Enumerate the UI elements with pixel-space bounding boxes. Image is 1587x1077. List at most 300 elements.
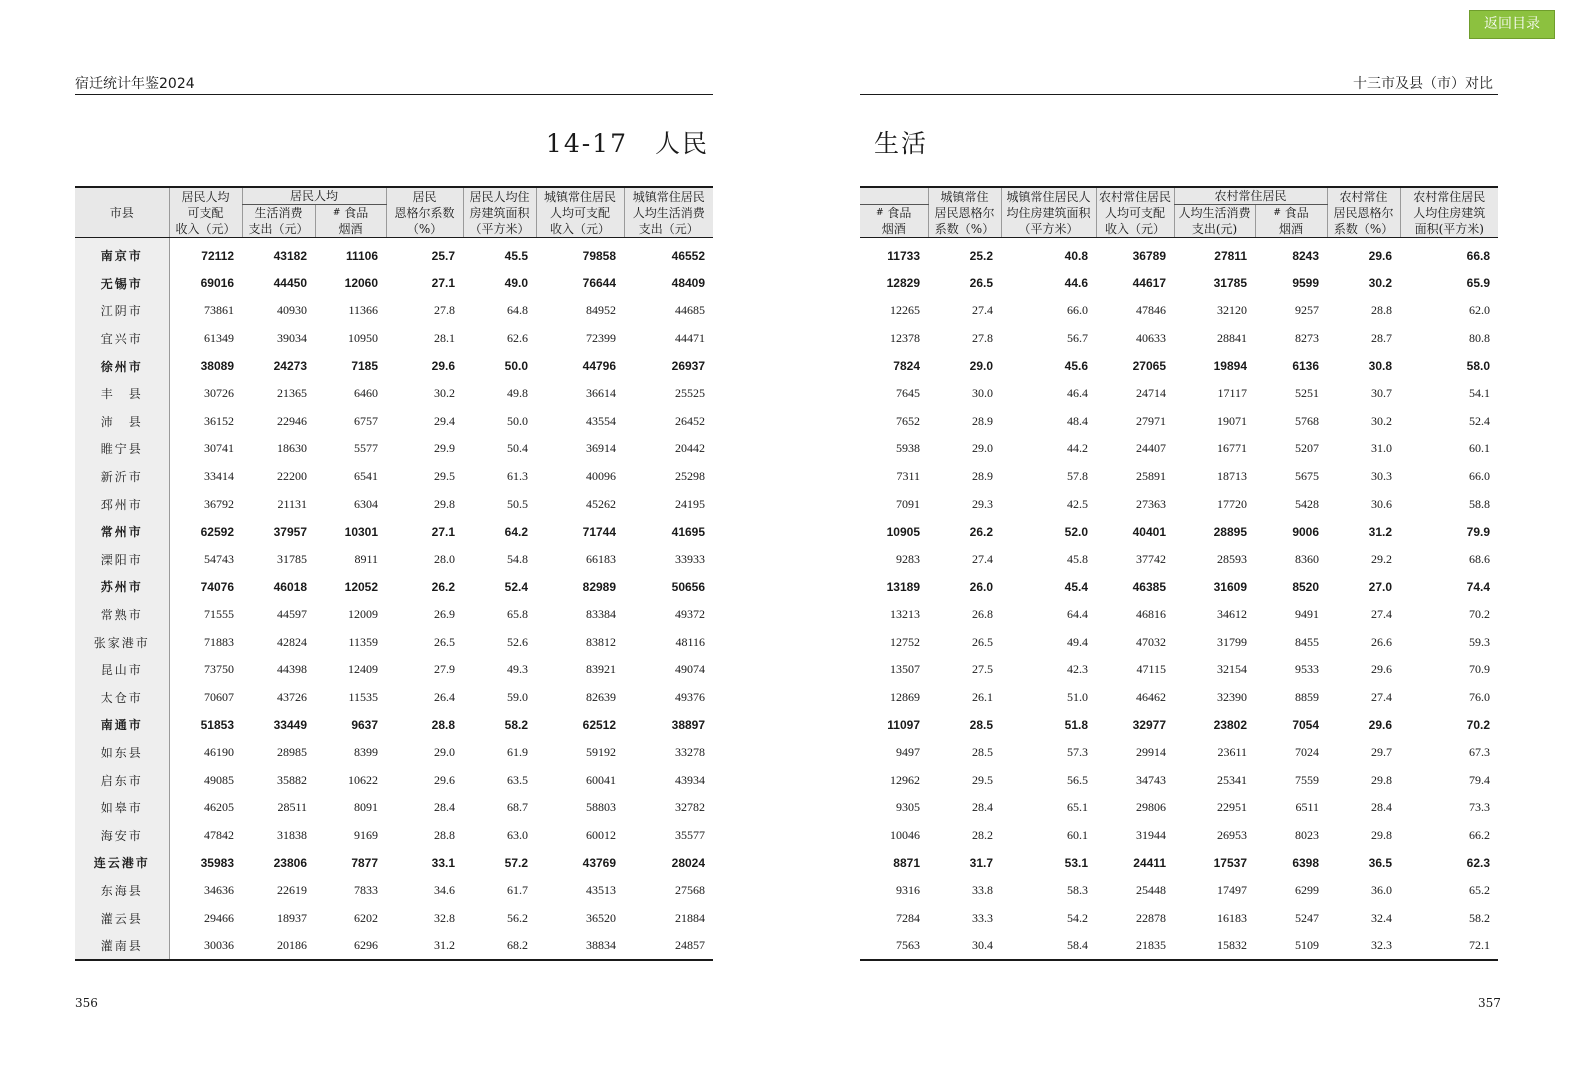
section-header: 十三市及县（市）对比 bbox=[1353, 76, 1493, 92]
data-cell: 5938 bbox=[896, 441, 920, 456]
data-cell: 11733 bbox=[887, 248, 920, 263]
data-cell: 36.0 bbox=[1371, 882, 1393, 897]
data-cell: 7185 bbox=[351, 359, 379, 374]
data-cell: 12962 bbox=[890, 772, 920, 787]
data-cell: 28024 bbox=[671, 855, 706, 870]
data-cell: 22946 bbox=[277, 413, 307, 428]
data-cell: 7091 bbox=[896, 496, 920, 511]
data-cell: 28.8 bbox=[1371, 303, 1393, 318]
data-cell: 79.4 bbox=[1469, 772, 1491, 787]
data-cell: 54.2 bbox=[1067, 910, 1088, 925]
table-row bbox=[75, 684, 713, 712]
data-cell: 47032 bbox=[1136, 634, 1166, 649]
data-cell: 12752 bbox=[890, 634, 920, 649]
data-cell: 29.6 bbox=[1368, 717, 1393, 732]
data-cell: 49372 bbox=[675, 607, 706, 622]
data-cell: 12265 bbox=[890, 303, 920, 318]
table-row bbox=[75, 380, 713, 408]
data-cell: 9599 bbox=[1292, 276, 1320, 291]
data-cell: 61.7 bbox=[507, 882, 529, 897]
data-cell: 54.8 bbox=[507, 551, 529, 566]
data-cell: 10301 bbox=[344, 524, 379, 539]
data-cell: 29466 bbox=[204, 910, 234, 925]
data-cell: 34636 bbox=[204, 882, 234, 897]
data-cell: 23611 bbox=[1217, 744, 1247, 759]
table-row bbox=[75, 821, 713, 849]
data-cell: 9169 bbox=[354, 827, 379, 842]
data-cell: 68.7 bbox=[507, 800, 529, 815]
data-cell: 8399 bbox=[354, 744, 379, 759]
data-cell: 10950 bbox=[348, 331, 379, 346]
data-cell: 65.9 bbox=[1466, 276, 1491, 291]
table-row bbox=[75, 546, 713, 574]
data-cell: 8911 bbox=[354, 551, 379, 566]
data-cell: 7054 bbox=[1292, 717, 1320, 732]
data-cell: 27.4 bbox=[972, 303, 993, 318]
data-cell: 22951 bbox=[1217, 800, 1247, 815]
data-cell: 31838 bbox=[277, 827, 307, 842]
data-cell: 28511 bbox=[277, 800, 307, 815]
data-cell: 8360 bbox=[1295, 551, 1320, 566]
data-cell: 61.3 bbox=[507, 469, 529, 484]
data-cell: 64.2 bbox=[504, 524, 529, 539]
data-cell: 27971 bbox=[1136, 413, 1166, 428]
data-cell: 28895 bbox=[1213, 524, 1247, 539]
data-cell: 63.0 bbox=[507, 827, 529, 842]
table-row bbox=[860, 794, 1498, 822]
data-cell: 10046 bbox=[890, 827, 920, 842]
data-cell: 29.0 bbox=[434, 744, 456, 759]
data-cell: 58.2 bbox=[504, 717, 529, 732]
data-cell: 80.8 bbox=[1469, 331, 1491, 346]
data-cell: 9006 bbox=[1292, 524, 1320, 539]
data-cell: 31785 bbox=[277, 551, 307, 566]
data-cell: 44685 bbox=[675, 303, 706, 318]
table-row bbox=[75, 297, 713, 325]
data-cell: 66.2 bbox=[1469, 827, 1491, 842]
data-cell: 24411 bbox=[1133, 855, 1166, 870]
table-row bbox=[860, 463, 1498, 491]
data-cell: 6757 bbox=[354, 413, 379, 428]
city-name-cell: 睢宁县 bbox=[75, 435, 169, 463]
data-cell: 42.3 bbox=[1067, 662, 1088, 677]
city-name-cell: 常州市 bbox=[75, 518, 169, 546]
table-row bbox=[860, 656, 1498, 684]
data-cell: 82989 bbox=[582, 579, 617, 594]
data-cell: 46816 bbox=[1136, 607, 1166, 622]
data-cell: 5251 bbox=[1295, 386, 1320, 401]
city-name-cell: 新沂市 bbox=[75, 463, 169, 491]
data-cell: 26.0 bbox=[969, 579, 993, 594]
city-name-cell: 如东县 bbox=[75, 739, 169, 767]
data-cell: 28.5 bbox=[969, 717, 993, 732]
col-header-rural-engel: 农村常住 居民恩格尔 系数（%） bbox=[1327, 187, 1400, 238]
col-header-rural-food-tobacco: # 食品 烟酒 bbox=[1255, 205, 1327, 238]
header-rule-left bbox=[75, 94, 713, 95]
left-data-table bbox=[75, 186, 713, 961]
data-cell: 52.4 bbox=[1469, 413, 1491, 428]
data-cell: 27.4 bbox=[972, 551, 993, 566]
data-cell: 49074 bbox=[675, 662, 706, 677]
table-title-left: 14-17 人民 bbox=[545, 129, 709, 158]
city-name-cell: 沛 县 bbox=[75, 408, 169, 436]
data-cell: 7833 bbox=[354, 882, 379, 897]
data-cell: 24714 bbox=[1136, 386, 1166, 401]
yearbook-header: 宿迁统计年鉴2024 bbox=[75, 76, 195, 92]
data-cell: 29.3 bbox=[972, 496, 993, 511]
data-cell: 9637 bbox=[351, 717, 379, 732]
data-cell: 52.4 bbox=[504, 579, 529, 594]
data-cell: 46462 bbox=[1136, 689, 1166, 704]
col-header-food-tobacco: # 食品 烟酒 bbox=[315, 205, 386, 238]
data-cell: 6296 bbox=[354, 938, 379, 953]
data-cell: 30741 bbox=[204, 441, 234, 456]
data-cell: 54.1 bbox=[1469, 386, 1491, 401]
table-row bbox=[860, 490, 1498, 518]
data-cell: 43182 bbox=[273, 248, 307, 263]
data-cell: 29.0 bbox=[972, 441, 993, 456]
data-cell: 9316 bbox=[896, 882, 920, 897]
data-cell: 18937 bbox=[277, 910, 307, 925]
data-cell: 16183 bbox=[1217, 910, 1247, 925]
data-cell: 67.3 bbox=[1469, 744, 1491, 759]
data-cell: 36792 bbox=[204, 496, 234, 511]
data-cell: 24407 bbox=[1136, 441, 1166, 456]
data-cell: 6398 bbox=[1292, 855, 1320, 870]
data-cell: 62.3 bbox=[1466, 855, 1491, 870]
data-cell: 20186 bbox=[277, 938, 307, 953]
data-cell: 60.1 bbox=[1067, 827, 1088, 842]
data-cell: 36789 bbox=[1132, 248, 1166, 263]
data-cell: 43934 bbox=[675, 772, 706, 787]
data-cell: 8091 bbox=[354, 800, 379, 815]
data-cell: 43554 bbox=[586, 413, 617, 428]
city-name-cell: 昆山市 bbox=[75, 656, 169, 684]
data-cell: 70.2 bbox=[1469, 607, 1491, 622]
table-row bbox=[860, 739, 1498, 767]
table-row bbox=[75, 408, 713, 436]
data-cell: 8243 bbox=[1292, 248, 1320, 263]
col-header-disposable-income: 居民人均 可支配 收入（元） bbox=[169, 187, 242, 238]
table-row bbox=[860, 877, 1498, 905]
data-cell: 73861 bbox=[204, 303, 234, 318]
data-cell: 38897 bbox=[671, 717, 706, 732]
data-cell: 45262 bbox=[586, 496, 617, 511]
data-cell: 9533 bbox=[1295, 662, 1320, 677]
data-cell: 61.9 bbox=[507, 744, 529, 759]
data-cell: 27.4 bbox=[1371, 607, 1393, 622]
data-cell: 26.5 bbox=[972, 634, 993, 649]
data-cell: 33.1 bbox=[431, 855, 456, 870]
data-cell: 66.0 bbox=[1067, 303, 1088, 318]
data-cell: 9497 bbox=[896, 744, 920, 759]
data-cell: 41695 bbox=[671, 524, 706, 539]
data-cell: 66.0 bbox=[1469, 469, 1491, 484]
data-cell: 30.2 bbox=[1368, 276, 1393, 291]
data-cell: 62592 bbox=[200, 524, 234, 539]
table-row bbox=[75, 766, 713, 794]
data-cell: 26.9 bbox=[434, 607, 456, 622]
data-cell: 59.0 bbox=[507, 689, 529, 704]
data-cell: 25.7 bbox=[431, 248, 456, 263]
data-cell: 33.3 bbox=[972, 910, 993, 925]
data-cell: 22619 bbox=[277, 882, 307, 897]
data-cell: 12009 bbox=[348, 607, 379, 622]
table-row bbox=[75, 628, 713, 656]
data-cell: 7877 bbox=[351, 855, 379, 870]
data-cell: 48409 bbox=[671, 276, 706, 291]
data-cell: 26.4 bbox=[434, 689, 456, 704]
data-cell: 26.5 bbox=[434, 634, 456, 649]
data-cell: 52.0 bbox=[1064, 524, 1088, 539]
table-row bbox=[75, 877, 713, 905]
data-cell: 42824 bbox=[277, 634, 307, 649]
data-cell: 50.0 bbox=[504, 359, 529, 374]
data-cell: 7824 bbox=[893, 359, 920, 374]
data-cell: 51853 bbox=[200, 717, 234, 732]
data-cell: 74076 bbox=[200, 579, 234, 594]
data-cell: 9257 bbox=[1295, 303, 1320, 318]
data-cell: 25448 bbox=[1136, 882, 1166, 897]
data-cell: 29.5 bbox=[972, 772, 993, 787]
table-row bbox=[860, 238, 1498, 270]
data-cell: 24273 bbox=[273, 359, 307, 374]
data-cell: 18713 bbox=[1217, 469, 1247, 484]
data-cell: 29.2 bbox=[1371, 551, 1393, 566]
data-cell: 34612 bbox=[1217, 607, 1247, 622]
data-cell: 64.4 bbox=[1067, 607, 1088, 622]
data-cell: 28.4 bbox=[434, 800, 456, 815]
data-cell: 60041 bbox=[586, 772, 617, 787]
city-name-cell: 启东市 bbox=[75, 766, 169, 794]
data-cell: 30.4 bbox=[972, 938, 993, 953]
data-cell: 11359 bbox=[348, 634, 379, 649]
city-name-cell: 灌云县 bbox=[75, 904, 169, 932]
data-cell: 29.8 bbox=[434, 496, 456, 511]
data-cell: 29806 bbox=[1136, 800, 1166, 815]
table-row bbox=[75, 849, 713, 877]
data-cell: 36.5 bbox=[1368, 855, 1393, 870]
table-row bbox=[860, 628, 1498, 656]
data-cell: 32.8 bbox=[434, 910, 456, 925]
data-cell: 28.9 bbox=[972, 469, 993, 484]
data-cell: 30.2 bbox=[434, 386, 456, 401]
data-cell: 26.2 bbox=[431, 579, 456, 594]
data-cell: 35577 bbox=[675, 827, 706, 842]
data-cell: 47846 bbox=[1136, 303, 1166, 318]
data-cell: 23806 bbox=[273, 855, 307, 870]
header-rule-right bbox=[860, 94, 1498, 95]
data-cell: 45.8 bbox=[1067, 551, 1088, 566]
table-row bbox=[75, 463, 713, 491]
data-cell: 72399 bbox=[586, 331, 617, 346]
data-cell: 49.3 bbox=[507, 662, 529, 677]
table-row bbox=[860, 766, 1498, 794]
data-cell: 18630 bbox=[277, 441, 307, 456]
data-cell: 76644 bbox=[582, 276, 617, 291]
data-cell: 27.1 bbox=[431, 276, 456, 291]
data-cell: 58.2 bbox=[1469, 910, 1491, 925]
city-name-cell: 南通市 bbox=[75, 711, 169, 739]
data-cell: 7652 bbox=[896, 413, 920, 428]
col-header-consumption-sub: 生活消费 支出（元） bbox=[242, 205, 315, 238]
data-cell: 44617 bbox=[1132, 276, 1166, 291]
data-cell: 27.8 bbox=[972, 331, 993, 346]
data-cell: 37742 bbox=[1136, 551, 1166, 566]
data-cell: 27811 bbox=[1214, 248, 1247, 263]
data-cell: 7284 bbox=[896, 910, 920, 925]
data-cell: 72.1 bbox=[1469, 938, 1491, 953]
data-cell: 6304 bbox=[354, 496, 379, 511]
city-name-cell: 南京市 bbox=[75, 238, 169, 270]
data-cell: 32120 bbox=[1217, 303, 1247, 318]
table-row bbox=[860, 821, 1498, 849]
data-cell: 13213 bbox=[890, 607, 920, 622]
data-cell: 8520 bbox=[1292, 579, 1320, 594]
data-cell: 46.4 bbox=[1067, 386, 1088, 401]
data-cell: 61349 bbox=[204, 331, 234, 346]
data-cell: 27065 bbox=[1132, 359, 1166, 374]
data-cell: 48116 bbox=[675, 634, 706, 649]
table-row bbox=[75, 435, 713, 463]
data-cell: 32154 bbox=[1217, 662, 1247, 677]
data-cell: 83921 bbox=[586, 662, 617, 677]
data-cell: 19071 bbox=[1217, 413, 1247, 428]
table-row bbox=[75, 490, 713, 518]
table-row bbox=[860, 518, 1498, 546]
table-row bbox=[860, 270, 1498, 298]
data-cell: 34743 bbox=[1136, 772, 1166, 787]
data-cell: 44.2 bbox=[1067, 441, 1088, 456]
data-cell: 32.4 bbox=[1371, 910, 1393, 925]
col-header-urban-housing: 城镇常住居民人 均住房建筑面积 （平方米） bbox=[1001, 187, 1096, 238]
data-cell: 32782 bbox=[675, 800, 706, 815]
data-cell: 28.4 bbox=[1371, 800, 1393, 815]
data-cell: 17537 bbox=[1213, 855, 1247, 870]
data-cell: 17720 bbox=[1217, 496, 1247, 511]
table-row bbox=[860, 849, 1498, 877]
return-to-contents-button[interactable]: 返回目录 bbox=[1469, 10, 1555, 39]
table-row bbox=[75, 904, 713, 932]
data-cell: 25525 bbox=[675, 386, 706, 401]
data-cell: 58.8 bbox=[1469, 496, 1491, 511]
data-cell: 29.6 bbox=[1368, 248, 1393, 263]
data-cell: 44.6 bbox=[1064, 276, 1088, 291]
data-cell: 65.8 bbox=[507, 607, 529, 622]
table-row bbox=[860, 601, 1498, 629]
data-cell: 70607 bbox=[204, 689, 234, 704]
table-title-right: 生活 bbox=[874, 129, 929, 158]
data-cell: 51.8 bbox=[1064, 717, 1088, 732]
data-cell: 25298 bbox=[675, 469, 706, 484]
data-cell: 38089 bbox=[200, 359, 234, 374]
data-cell: 57.2 bbox=[504, 855, 529, 870]
data-cell: 26.2 bbox=[969, 524, 993, 539]
table-row bbox=[75, 656, 713, 684]
data-cell: 26953 bbox=[1217, 827, 1247, 842]
table-row bbox=[860, 297, 1498, 325]
data-cell: 40096 bbox=[586, 469, 617, 484]
data-cell: 45.5 bbox=[504, 248, 529, 263]
data-cell: 51.0 bbox=[1067, 689, 1088, 704]
city-name-cell: 东海县 bbox=[75, 877, 169, 905]
data-cell: 65.1 bbox=[1067, 800, 1088, 815]
data-cell: 28.7 bbox=[1371, 331, 1393, 346]
table-row bbox=[75, 932, 713, 961]
data-cell: 60.1 bbox=[1469, 441, 1491, 456]
data-cell: 49.4 bbox=[1067, 634, 1088, 649]
data-cell: 29.6 bbox=[1371, 662, 1393, 677]
data-cell: 11535 bbox=[348, 689, 379, 704]
city-name-cell: 如皋市 bbox=[75, 794, 169, 822]
data-cell: 16771 bbox=[1217, 441, 1247, 456]
data-cell: 29.5 bbox=[434, 469, 456, 484]
data-cell: 27.5 bbox=[972, 662, 993, 677]
data-cell: 29.6 bbox=[431, 359, 456, 374]
data-cell: 5577 bbox=[354, 441, 379, 456]
data-cell: 49376 bbox=[675, 689, 706, 704]
data-cell: 8023 bbox=[1295, 827, 1320, 842]
data-cell: 31785 bbox=[1213, 276, 1247, 291]
data-cell: 68.6 bbox=[1469, 551, 1491, 566]
data-cell: 32977 bbox=[1132, 717, 1166, 732]
data-cell: 6541 bbox=[354, 469, 379, 484]
table-row bbox=[75, 352, 713, 380]
data-cell: 6511 bbox=[1295, 800, 1320, 815]
data-cell: 58.0 bbox=[1466, 359, 1491, 374]
data-cell: 5428 bbox=[1295, 496, 1320, 511]
data-cell: 12869 bbox=[890, 689, 920, 704]
data-cell: 40633 bbox=[1136, 331, 1166, 346]
table-row bbox=[860, 904, 1498, 932]
data-cell: 66.8 bbox=[1466, 248, 1491, 263]
data-cell: 22200 bbox=[277, 469, 307, 484]
data-cell: 42.5 bbox=[1067, 496, 1088, 511]
table-row bbox=[75, 739, 713, 767]
table-row bbox=[860, 435, 1498, 463]
data-cell: 65.2 bbox=[1469, 882, 1491, 897]
data-cell: 29.6 bbox=[434, 772, 456, 787]
data-cell: 29.4 bbox=[434, 413, 456, 428]
data-cell: 45.4 bbox=[1064, 579, 1088, 594]
data-cell: 40.8 bbox=[1064, 248, 1088, 263]
data-cell: 9305 bbox=[896, 800, 920, 815]
data-cell: 28.1 bbox=[434, 331, 456, 346]
data-cell: 21884 bbox=[675, 910, 706, 925]
data-cell: 70.2 bbox=[1466, 717, 1491, 732]
data-cell: 6202 bbox=[354, 910, 379, 925]
data-cell: 27.1 bbox=[431, 524, 456, 539]
data-cell: 58803 bbox=[586, 800, 617, 815]
data-cell: 36520 bbox=[586, 910, 617, 925]
data-cell: 28593 bbox=[1217, 551, 1247, 566]
city-name-cell: 连云港市 bbox=[75, 849, 169, 877]
data-cell: 69016 bbox=[200, 276, 234, 291]
data-cell: 8273 bbox=[1295, 331, 1320, 346]
data-cell: 49.0 bbox=[504, 276, 529, 291]
data-cell: 31944 bbox=[1136, 827, 1166, 842]
data-cell: 56.7 bbox=[1067, 331, 1088, 346]
data-cell: 32.3 bbox=[1371, 938, 1393, 953]
data-cell: 66183 bbox=[586, 551, 617, 566]
table-row bbox=[860, 684, 1498, 712]
right-data-table bbox=[860, 186, 1498, 961]
data-cell: 71883 bbox=[204, 634, 234, 649]
data-cell: 26.5 bbox=[969, 276, 993, 291]
data-cell: 27.9 bbox=[434, 662, 456, 677]
data-cell: 27363 bbox=[1136, 496, 1166, 511]
data-cell: 28.2 bbox=[972, 827, 993, 842]
